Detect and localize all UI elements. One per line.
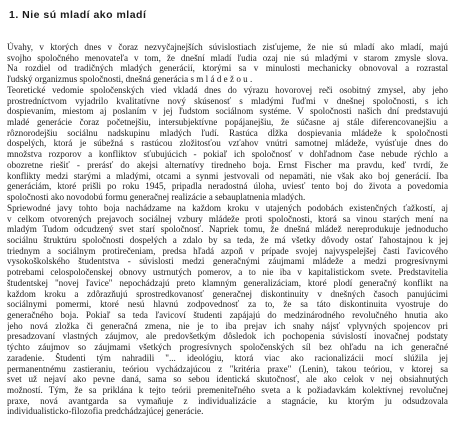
paragraph — [7, 42, 448, 85]
text-line: týchto záujmov so záujmami všetkých progresívnych spoločenských síl bez ohľadu na ich generačné — [7, 342, 448, 353]
text-line: Teoretické vedomie spoločenských vied vkladá dnes do výrazu hovorovej reči osobitný zmysel, aby jeho — [7, 84, 448, 95]
text-line: spoločnosti ako novodobú formu generačnej realizácie a sebauplatnenia mladých. — [7, 192, 306, 203]
text-line: mladé generácie čoraz početnejšiu, intersubjektívne popájanejšiu, že súčasne aj stále diferencovanejšiu a — [7, 117, 448, 128]
text-line: generáciám, ktoré prišli po roku 1945, pripadla neradostná úloha, uviesť tento boj do života a povedomia — [7, 181, 448, 192]
text-line: zaradenie. Študenti tým nahradili "... ideológiu, ktorá viac ako racionalizácii mocí slúžila jej — [7, 352, 448, 363]
text-line: mladým Tudom odcudzený svet starí spoločnosť. Napriek tomu, že dnešná mládež nereprodukuje jednoducho — [7, 224, 448, 235]
text-line: v celkom otvorených prejavoch sociálnej vzbury mládeže proti spoločnosti, ktorá sa vinou starých mení na — [7, 213, 448, 224]
text-line: generačného boja. Pokiaľ sa teda ľavicoví študenti zapájajú do medzinárodného revolučného hnutia ako — [7, 309, 448, 320]
text-line: obozretne riešiť - prerásť do akejsi alternatívy tiredneho boja. Ernst Fischer ma pravdu, keď tvrdí, že — [7, 159, 448, 170]
text-line: Spriewodné javy tohto boja nachádzame na každom kroku v utajených podobách existenčných ťažkostí, aj — [7, 202, 448, 213]
text-line: svojho spoločného menovateľa v tom, že dnešní mladí ľudia ozaj nie sú mladými v starom zmysle slova. — [7, 52, 448, 63]
text-line: presadzovaní vlastných záujmov, ale predovšetkým dôsledok ich pochopenia súvislostí inovačnej podstaty — [7, 331, 448, 342]
text-line: každom kroku a zdôrazňujú sprostredkovanosť generačnej diskontinuity v dnešných časoch panujúcimi — [7, 288, 448, 299]
text-line: dospelých, ktorá je súbežná s rastúcou zložitosťou vzťahov vnútri samotnej mládeže, vyúsťuje dnes do — [7, 138, 448, 149]
text-line: permanentnému zastieraniu, teóriou vychádzajúcou z "kritéria praxe" (Lenin), takou teóriou, v ktorej sa — [7, 363, 448, 374]
text-line: triednym a sociálnym protirečeniam, predsa hľadá azpoň v prípade svojej najvyspelejšej časti ľavicového — [7, 245, 448, 256]
text-line: jeho nová zložka či generačná zmena, nie je to iba prejav ich snahy nájsť vplyvných spojencov pri — [7, 320, 448, 331]
text-line: konflikty medzi starými a mladými, otcami a synmi jestvovali od nepamäti, nie však ako boj generácií. Iba — [7, 170, 448, 181]
text-line: sociálnymi pomermi, ktoré nesú hlavnú zodpovednosť za to, že sa táto diskontinuita vyostruje do — [7, 299, 448, 310]
text-line: študentskej "novej ľavice" nepochádzajú preto klamným generalizáciam, ktoré plodí generačný konflikt na — [7, 277, 448, 288]
text-line: rôznorodejšiu sociálnu nadskupinu mladých ľudí. Rastúca dĺžka dospievania mládeže k spoločnosti — [7, 127, 448, 138]
text-line: svet už nejaví ako pevne daná, sama so sebou identická skutočnosť, ale ako celok v nej obsiahnutých — [7, 374, 448, 385]
section-heading: 1. Nie sú mladí ako mladí — [9, 9, 147, 21]
text-line: prostredníctvom vyjadrilo kvalitatívne nový skúsenosť s mladými ľuďmi v dnešnej spoločnosti, s ich — [7, 95, 448, 106]
text-line: potrebami celospoločenskej obnovy ustrnutých pomerov, a to nie iba v kapitalistickom svete. Predstavitelia — [7, 267, 448, 278]
text-line: praxe, nová avantgarda sa vymaňuje z individualizácie a stagnácie, ku ktorým ju odsudzovala — [7, 395, 448, 406]
paragraph — [7, 85, 448, 203]
paragraph — [7, 203, 448, 417]
body-text — [7, 42, 448, 417]
text-line: vysokoškolského študentstva - súvislosti medzi generačnými záujmami mládeže a medzi progresívnymi — [7, 256, 448, 267]
text-line: množstva rozporov a konfliktov sťubujúcich - pokiaľ ich spoločnosť v dohľadnom čase nebude rýchlo a — [7, 149, 448, 160]
text-line: Úvahy, v ktorých dnes v čoraz nezvyčajnejších súvislostiach zisťujeme, že nie sú mladí ako mladí, majú — [7, 42, 448, 52]
text-line: individualisticko-filozofia predchádzajúcej generácie. — [7, 406, 204, 417]
text-line: Na rozdiel od tradičných mladých generácií, ktorými sa v minulosti mechanicky obnovoval a rozrastal — [7, 63, 448, 74]
text-line: možností. Tým, že sa priklána k tejto teórii premeniteľného sveta a k požiadavkám kolektívnej revolučnej — [7, 385, 448, 395]
text-line: dospievaním, miestom aj poslaním v jej ľudstom sociálnom systéme. V spoločnosti našich dní predstavujú — [7, 106, 448, 117]
text-line: sociálnu štruktúru spoločnosti dospelých a zdalo by sa teda, že má všetky dôvody ostať ľahostajnou k jej — [7, 234, 448, 245]
text-line: ľudský organizmus spoločnosti, dnešná generácia s m l á d e ž o u . — [7, 74, 253, 85]
